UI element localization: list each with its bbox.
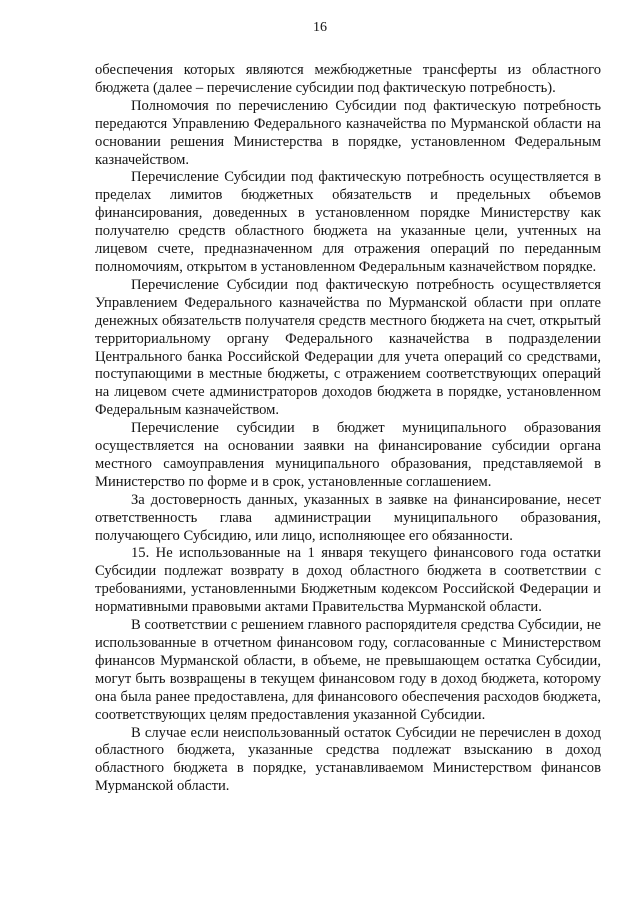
page-number: 16 (313, 20, 327, 35)
paragraph: Перечисление Субсидии под фактическую потребность осуществляется Управлением Федерального казначейства по Мурманской области при оплате денежных обязательств получателя средств местного бюджета на счет, открытый территориальному органу Федерального казначейства в подразделении Центрального банка Российской Федерации для учета операций со средствами, поступающими в местные бюджеты, с отражением соответствующих операций на лицевом счете администраторов доходов бюджета в порядке, установленном Федеральным казначейством. (95, 276, 601, 419)
paragraph: За достоверность данных, указанных в заявке на финансирование, несет ответственность глава администрации муниципального образования, получающего Субсидию, или лицо, исполняющее его обязанности. (95, 491, 601, 544)
paragraph: В соответствии с решением главного распорядителя средства Субсидии, не использованные в отчетном финансовом году, согласованные с Министерством финансов Мурманской области, в объеме, не превышающем остатка Субсидии, могут быть возвращены в текущем финансовом году в доход бюджета, которому она была ранее предоставлена, для финансового обеспечения расходов бюджета, соответствующих целям предоставления указанной Субсидии. (95, 617, 601, 723)
paragraph: обеспечения которых являются межбюджетные трансферты из областного бюджета (далее – перечисление субсидии под фактическую потребность). (95, 62, 601, 96)
paragraph: Полномочия по перечислению Субсидии под фактическую потребность передаются Управлению Федерального казначейства по Мурманской области на основании решения Министерства в порядке, установленном Федеральным казначейством. (95, 97, 601, 168)
paragraph: Перечисление Субсидии под фактическую потребность осуществляется в пределах лимитов бюджетных обязательств и предельных объемов финансирования, доведенных в установленном порядке Министерству как получателю средств областного бюджета на указанные цели, учтенных на лицевом счете, предназначенном для отражения операций по переданным полномочиям, открытом в установленном Федеральным казначейством порядке. (95, 169, 601, 275)
paragraph: В случае если неиспользованный остаток Субсидии не перечислен в доход областного бюджета, указанные средства подлежат взысканию в доход областного бюджета в порядке, устанавливаемом Министерством финансов Мурманской области. (95, 724, 601, 795)
body-text (95, 62, 601, 796)
paragraph: Перечисление субсидии в бюджет муниципального образования осуществляется на основании заявки на финансирование субсидии органа местного самоуправления муниципального образования, представляемой в Министерство по форме и в срок, установленные соглашением. (95, 420, 601, 490)
paragraph: 15. Не использованные на 1 января текущего финансового года остатки Субсидии подлежат возврату в доход областного бюджета в соответствии с требованиями, установленными Бюджетным кодексом Российской Федерации и нормативными правовыми актами Правительства Мурманской области. (95, 545, 601, 616)
